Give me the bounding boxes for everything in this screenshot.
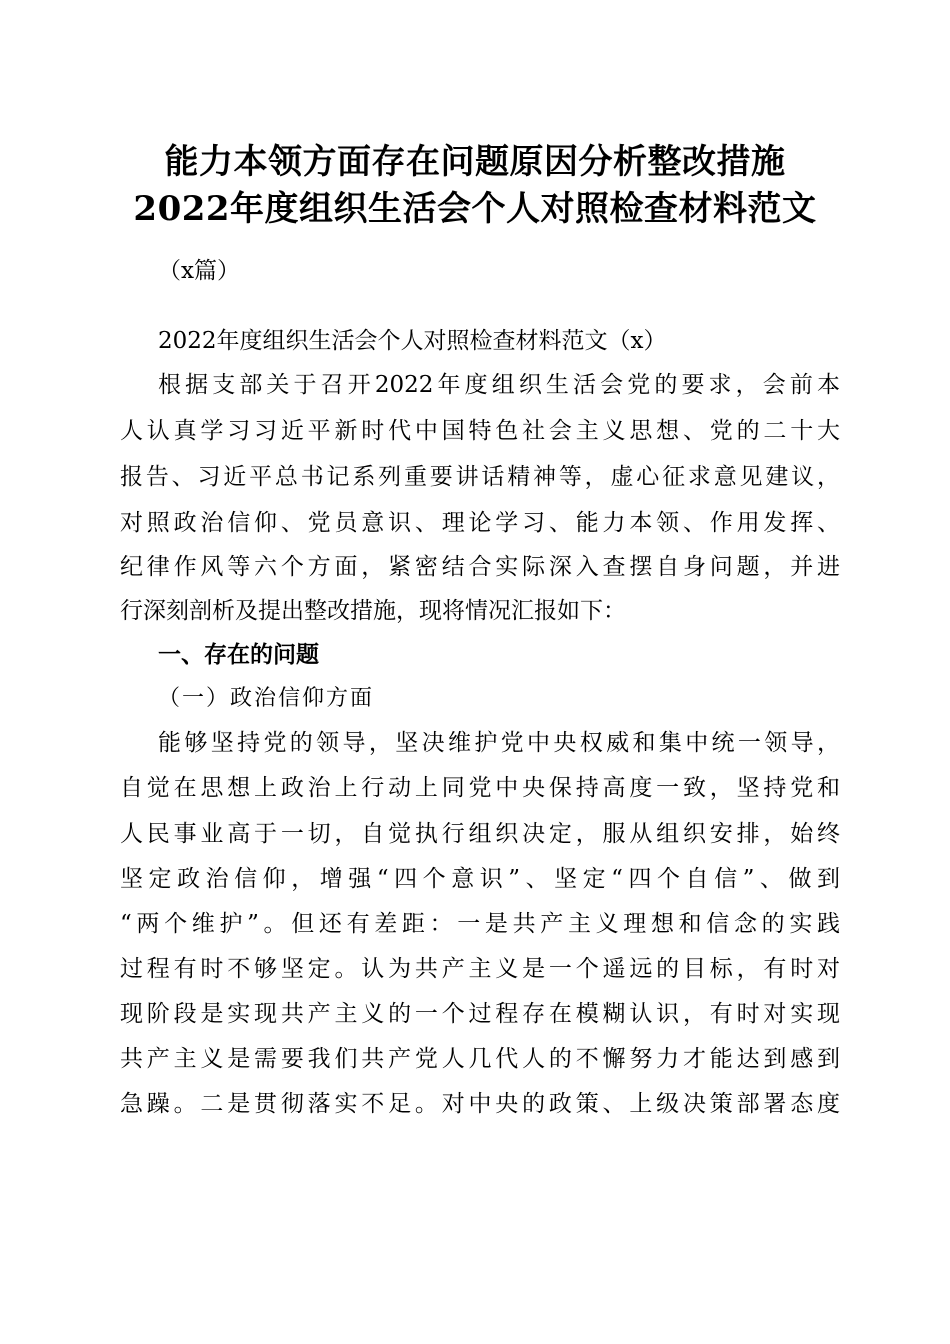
paragraph-line: 过程有时不够坚定。认为共产主义是一个遥远的目标，有时对 (120, 956, 840, 982)
paragraph-line: 共产主义是需要我们共产党人几代人的不懈努力才能达到感到 (120, 1046, 840, 1072)
paragraph-line: 纪律作风等六个方面，紧密结合实际深入查摆自身问题，并进 (120, 554, 840, 580)
article-count-note: （x篇） (158, 258, 240, 284)
document-title-line-1: 能力本领方面存在问题原因分析整改措施 (164, 142, 786, 182)
paragraph-line: 根据支部关于召开2022年度组织生活会党的要求，会前本 (158, 372, 840, 398)
paragraph-line: 报告、习近平总书记系列重要讲话精神等，虚心征求意见建议， (120, 464, 840, 490)
paragraph-line: 现阶段是实现共产主义的一个过程存在模糊认识，有时对实现 (120, 1001, 840, 1027)
paragraph-line: 能够坚持党的领导，坚决维护党中央权威和集中统一领导， (158, 730, 840, 756)
subsection-heading: （一）政治信仰方面 (158, 686, 375, 711)
paragraph-line: 行深刻剖析及提出整改措施，现将情况汇报如下： (120, 598, 626, 624)
paragraph-line: 对照政治信仰、党员意识、理论学习、能力本领、作用发挥、 (120, 510, 840, 536)
paragraph-line: 坚定政治信仰，增强“四个意识”、坚定“四个自信”、做到 (120, 866, 840, 892)
document-title-line-2: 2022年度组织生活会个人对照检查材料范文 (133, 189, 817, 229)
paragraph-line: “两个维护”。但还有差距：一是共产主义理想和信念的实践 (120, 911, 840, 937)
paragraph-line: 人认真学习习近平新时代中国特色社会主义思想、党的二十大 (120, 418, 840, 444)
article-subtitle: 2022年度组织生活会个人对照检查材料范文（x） (158, 328, 667, 354)
paragraph-line: 人民事业高于一切，自觉执行组织决定，服从组织安排，始终 (120, 821, 840, 847)
section-heading: 一、存在的问题 (158, 642, 319, 668)
paragraph-line: 自觉在思想上政治上行动上同党中央保持高度一致，坚持党和 (120, 775, 840, 801)
paragraph-line: 急躁。二是贯彻落实不足。对中央的政策、上级决策部署态度 (120, 1091, 840, 1117)
